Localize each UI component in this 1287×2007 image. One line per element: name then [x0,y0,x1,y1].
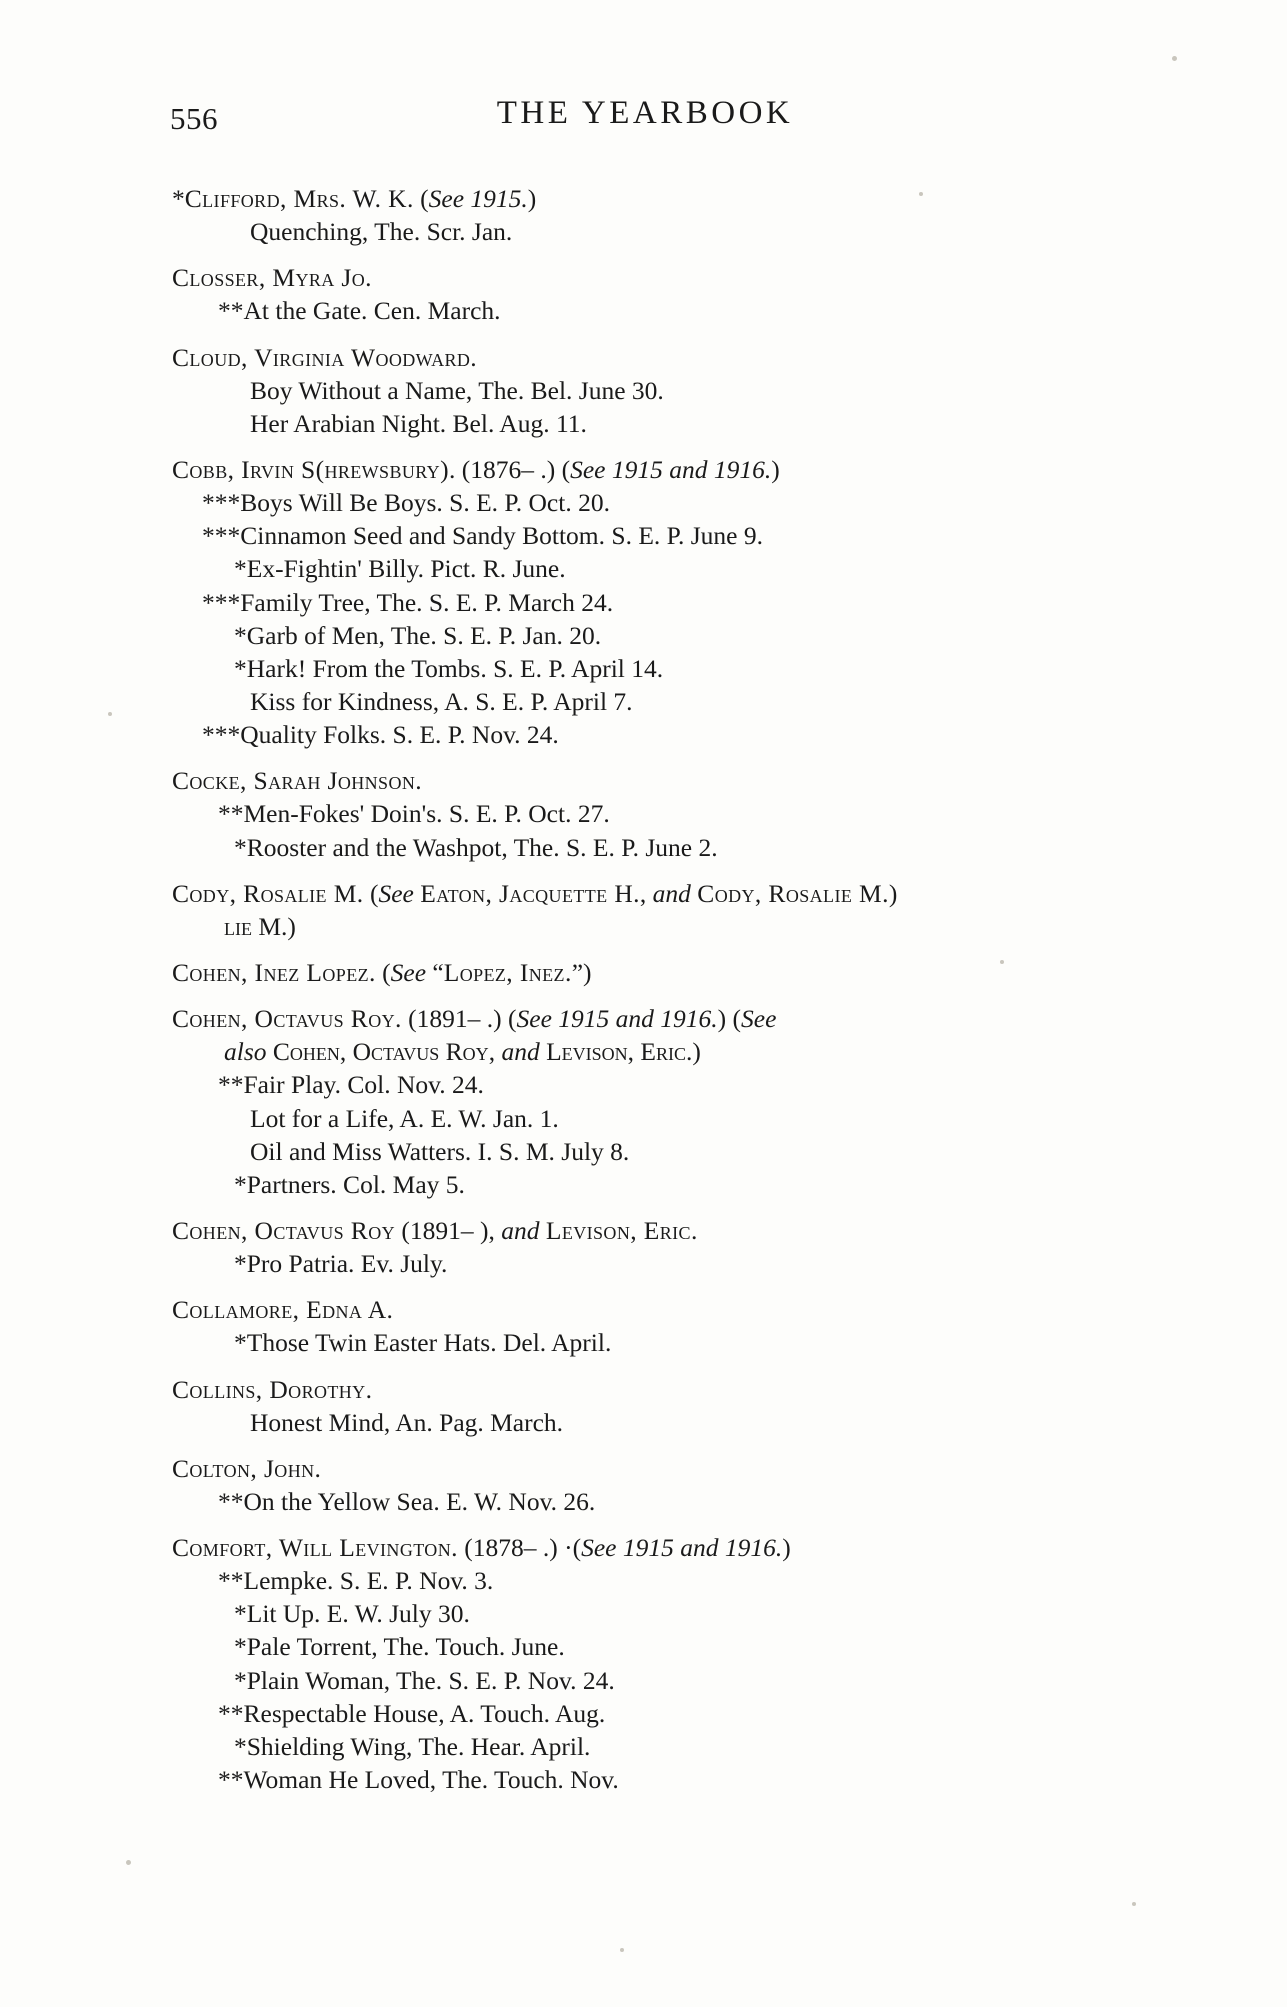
asterisk-rating: * [234,1599,247,1629]
text-run: ”) [571,957,592,987]
entry-work-line [172,1326,1192,1359]
text-run: Cloud, Virginia Woodward. [172,342,478,372]
text-run: and [652,878,691,908]
entry-work-line [172,486,1192,519]
work-title-and-citation: Cinnamon Seed and Sandy Bottom. S. E. P. June 9. [240,521,763,551]
work-title-and-citation: Woman He Loved, The. Touch. Nov. [243,1765,619,1795]
asterisk-rating: * [234,1169,247,1199]
asterisk-rating: * [234,1328,247,1358]
work-title-and-citation: Boy Without a Name, The. Bel. June 30. [250,375,664,405]
text-run: Eaton, Jacquette H. [420,878,640,908]
entry-work-line [172,374,1192,407]
index-entry [172,1373,1192,1439]
work-title-and-citation: Her Arabian Night. Bel. Aug. 11. [250,408,587,438]
text-run: and [501,1215,540,1245]
entry-work-line [172,519,1192,552]
text-run: ) [527,184,537,213]
entry-author-heading [172,261,1192,294]
entry-author-heading [172,956,1192,989]
index-entry [172,1002,1192,1201]
asterisk-rating: * [234,1731,247,1761]
index-entry [172,453,1192,751]
speck [1172,56,1177,61]
work-title-and-citation: Honest Mind, An. Pag. March. [250,1407,564,1437]
entry-work-line [172,1763,1192,1796]
text-run: * [172,184,185,213]
work-title-and-citation: Shielding Wing, The. Hear. April. [246,1731,591,1761]
text-run: ( [413,184,429,213]
text-run: . (1876– .) ( [448,454,571,484]
text-run: Colton, John. [172,1453,322,1483]
asterisk-rating: ** [218,296,244,326]
text-run: See 1915 and 1916. [516,1004,718,1034]
asterisk-rating: * [234,832,247,862]
text-run: Closser, Myra Jo. [172,263,372,293]
entry-work-line [172,294,1192,327]
text-run: ( [375,957,391,987]
entry-work-line [172,407,1192,440]
text-run: , [639,878,653,908]
text-run: (1878– .) ·( [457,1533,582,1563]
work-title-and-citation: Respectable House, A. Touch. Aug. [243,1698,606,1728]
entry-author-heading [172,764,1192,797]
work-title-and-citation: At the Gate. Cen. March. [243,296,501,326]
text-run: See [390,957,427,987]
asterisk-rating: ** [218,799,244,829]
index-entries-list [172,182,1192,1809]
speck [126,1860,131,1865]
entry-author-heading [172,1293,1192,1326]
asterisk-rating: *** [202,488,241,518]
text-run: Cody, Rosalie M. [172,878,364,908]
text-run: ) [771,454,780,484]
work-title-and-citation: Pale Torrent, The. Touch. June. [246,1632,565,1662]
entry-author-heading [172,453,1192,486]
entry-author-heading [172,1214,1192,1247]
entry-work-line [172,1068,1192,1101]
work-title-and-citation: Lempke. S. E. P. Nov. 3. [243,1566,494,1596]
text-run: Comfort, Will Levington. [172,1533,458,1563]
text-run: Collamore, Edna A. [172,1295,394,1325]
index-entry [172,1214,1192,1280]
asterisk-rating: *** [202,720,241,750]
entry-author-heading [172,182,1192,215]
text-run: ) [692,1037,701,1067]
speck [1000,960,1004,964]
text-run: See [741,1004,777,1034]
entry-work-line [172,1597,1192,1630]
speck [919,192,923,196]
page-header [170,95,1120,145]
text-run: Cohen, Octavus Roy. [172,1004,402,1034]
work-title-and-citation: Plain Woman, The. S. E. P. Nov. 24. [246,1665,615,1695]
entry-work-line [172,1697,1192,1730]
text-run: and [501,1037,540,1067]
text-run: Cohen, Octavus Roy [172,1215,395,1245]
asterisk-rating: * [234,653,247,683]
work-title-and-citation: Lit Up. E. W. July 30. [246,1599,470,1629]
entry-work-line [172,1485,1192,1518]
index-entry [172,261,1192,327]
asterisk-rating: * [234,620,247,650]
entry-work-line [172,1564,1192,1597]
asterisk-rating: ** [218,1765,244,1795]
index-entry [172,764,1192,863]
entry-work-line [172,1664,1192,1697]
page-number: 556 [170,101,218,136]
speck [620,1948,624,1952]
entry-work-line [172,1247,1192,1280]
text-run: (1891– ), [395,1215,502,1245]
entry-work-line [172,797,1192,830]
entry-work-line [172,619,1192,652]
work-title-and-citation: Ex-Fightin' Billy. Pict. R. June. [246,554,566,584]
asterisk-rating: ** [218,1486,244,1516]
index-entry [172,1531,1192,1796]
entry-author-heading [172,1531,1192,1564]
entry-work-line [172,685,1192,718]
entry-work-line [172,1730,1192,1763]
work-title-and-citation: Rooster and the Washpot, The. S. E. P. June 2. [246,832,718,862]
text-run: Clifford, Mrs. W. K. [184,184,414,213]
asterisk-rating: *** [202,521,241,551]
work-title-and-citation: Pro Patria. Ev. July. [246,1249,448,1279]
text-run: See [378,878,414,908]
entry-work-line [172,215,1192,248]
entry-work-line [172,1168,1192,1201]
speck [1132,1902,1136,1906]
text-run: Cohen, Inez Lopez. [172,957,376,987]
entry-work-line [172,586,1192,619]
work-title-and-citation: Oil and Miss Watters. I. S. M. July 8. [250,1136,630,1166]
text-run: ( [363,878,379,908]
asterisk-rating: * [234,1632,247,1662]
work-title-and-citation: Family Tree, The. S. E. P. March 24. [240,587,614,617]
index-entry [172,877,1192,943]
text-run: Cody, Rosalie M. [697,878,889,908]
work-title-and-citation: Men-Fokes' Doin's. S. E. P. Oct. 27. [243,799,610,829]
text-run: Levison, Eric. [545,1215,698,1245]
work-title-and-citation: Quality Folks. S. E. P. Nov. 24. [240,720,559,750]
text-run: Levison, Eric. [546,1037,693,1067]
entry-work-line [172,1135,1192,1168]
text-run: Cohen, Octavus Roy [272,1037,489,1067]
entry-work-line [172,718,1192,751]
entry-work-line [172,1102,1192,1135]
entry-author-heading [172,877,1192,910]
text-run: also [224,1037,267,1067]
text-run: (1891– .) ( [401,1004,517,1034]
entry-heading-continuation: lie M.) [224,911,296,941]
entry-author-heading [172,1373,1192,1406]
text-run: See 1915 and 1916. [581,1533,783,1563]
text-run: Cobb, Irvin S(hrewsbury) [172,454,449,484]
work-title-and-citation: Lot for a Life, A. E. W. Jan. 1. [250,1103,559,1133]
work-title-and-citation: Hark! From the Tombs. S. E. P. April 14. [246,653,664,683]
work-title-and-citation: Quenching, The. Scr. Jan. [250,217,513,247]
asterisk-rating: ** [218,1070,244,1100]
work-title-and-citation: On the Yellow Sea. E. W. Nov. 26. [243,1486,596,1516]
work-title-and-citation: Those Twin Easter Hats. Del. April. [246,1328,612,1358]
asterisk-rating: * [234,554,247,584]
entry-work-line [172,552,1192,585]
index-entry [172,956,1192,989]
text-run: Collins, Dorothy. [172,1374,373,1404]
entry-author-heading [172,1002,1192,1035]
index-entry [172,182,1192,248]
work-title-and-citation: Partners. Col. May 5. [246,1169,465,1199]
entry-work-line [172,1630,1192,1663]
asterisk-rating: ** [218,1698,244,1728]
entry-author-heading [172,1452,1192,1485]
asterisk-rating: ** [218,1566,244,1596]
index-entry [172,341,1192,440]
text-run: “ [426,957,444,987]
work-title-and-citation: Garb of Men, The. S. E. P. Jan. 20. [246,620,602,650]
index-entry [172,1293,1192,1359]
work-title-and-citation: Boys Will Be Boys. S. E. P. Oct. 20. [240,488,610,518]
asterisk-rating: * [234,1249,247,1279]
entry-author-heading [172,341,1192,374]
work-title-and-citation: Fair Play. Col. Nov. 24. [243,1070,484,1100]
entry-author-heading-cont [172,1035,1192,1068]
text-run: ) [782,1533,791,1563]
text-run: ) [888,878,898,908]
text-run: ) ( [717,1004,742,1034]
index-entry [172,1452,1192,1518]
text-run: , [488,1037,502,1067]
work-title-and-citation: Kiss for Kindness, A. S. E. P. April 7. [250,686,633,716]
asterisk-rating: *** [202,587,241,617]
text-run: See 1915. [428,184,528,213]
text-run: Lopez, Inez. [443,957,572,987]
entry-work-line [172,1406,1192,1439]
asterisk-rating: * [234,1665,247,1695]
entry-work-line [172,652,1192,685]
text-run: Cocke, Sarah Johnson. [172,766,423,796]
entry-work-line [172,831,1192,864]
text-run: See 1915 and 1916. [570,454,772,484]
running-title: THE YEARBOOK [496,95,794,131]
speck [108,712,112,716]
